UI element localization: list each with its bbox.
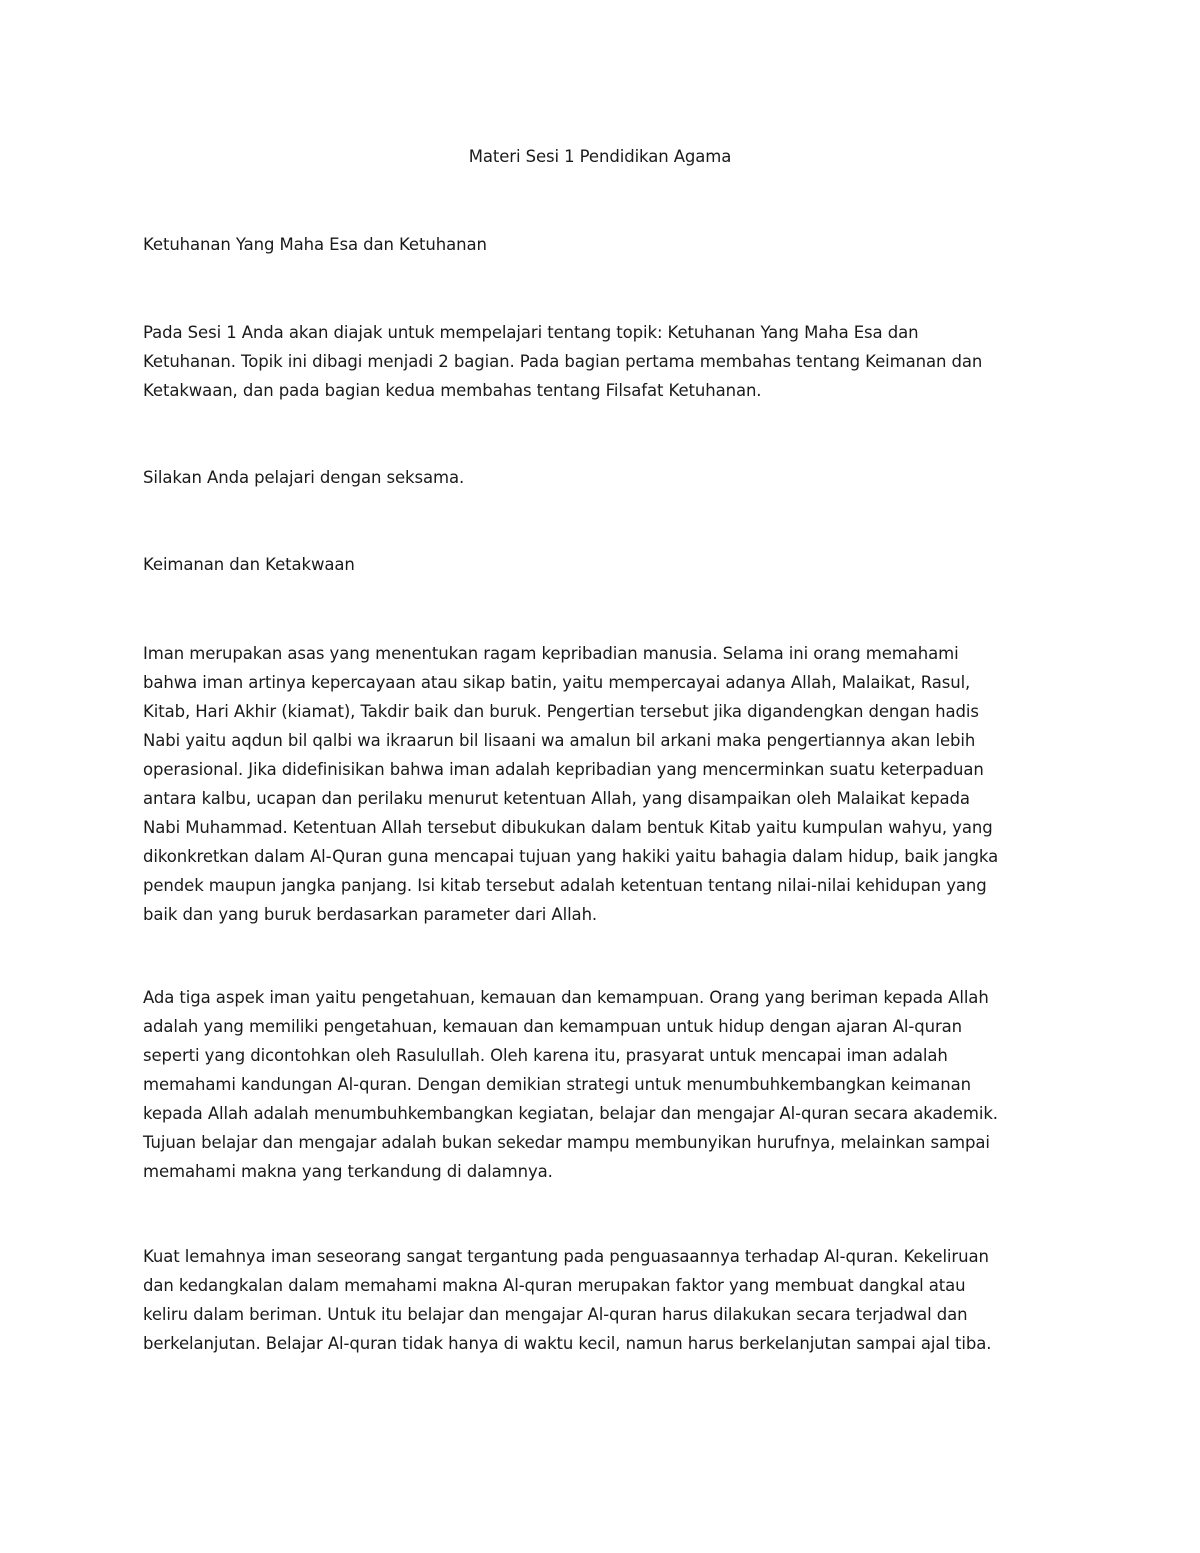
text-line: Nabi Muhammad. Ketentuan Allah tersebut dibukukan dalam bentuk Kitab yaitu kumpulan wahyu, yang	[143, 818, 993, 837]
text-line: dan kedangkalan dalam memahami makna Al-quran merupakan faktor yang membuat dangkal atau	[143, 1276, 966, 1295]
text-line: seperti yang dicontohkan oleh Rasulullah. Oleh karena itu, prasyarat untuk mencapai iman adalah	[143, 1046, 948, 1065]
text-line: Pada Sesi 1 Anda akan diajak untuk mempelajari tentang topik: Ketuhanan Yang Maha Esa dan	[143, 323, 919, 342]
text-line: memahami makna yang terkandung di dalamnya.	[143, 1162, 553, 1181]
text-line: Ketakwaan, dan pada bagian kedua membahas tentang Filsafat Ketuhanan.	[143, 381, 762, 400]
text-line: kepada Allah adalah menumbuhkembangkan kegiatan, belajar dan mengajar Al-quran secara akademik.	[143, 1104, 998, 1123]
text-line: keliru dalam beriman. Untuk itu belajar dan mengajar Al-quran harus dilakukan secara terjadwal dan	[143, 1305, 968, 1324]
text-line: Iman merupakan asas yang menentukan ragam kepribadian manusia. Selama ini orang memahami	[143, 644, 959, 663]
text-line: pendek maupun jangka panjang. Isi kitab tersebut adalah ketentuan tentang nilai-nilai kehidupan yang	[143, 876, 987, 895]
text-line: operasional. Jika didefinisikan bahwa iman adalah kepribadian yang mencerminkan suatu keterpaduan	[143, 760, 984, 779]
text-line: berkelanjutan. Belajar Al-quran tidak hanya di waktu kecil, namun harus berkelanjutan sampai ajal tiba.	[143, 1334, 992, 1353]
text-line: Kuat lemahnya iman seseorang sangat tergantung pada penguasaannya terhadap Al-quran. Kekeliruan	[143, 1247, 989, 1266]
text-line: antara kalbu, ucapan dan perilaku menurut ketentuan Allah, yang disampaikan oleh Malaikat kepada	[143, 789, 970, 808]
paragraph-iman-strength	[143, 1242, 1058, 1358]
topic-heading: Ketuhanan Yang Maha Esa dan Ketuhanan	[143, 235, 487, 254]
intro-paragraph	[143, 318, 1058, 405]
instruction-text: Silakan Anda pelajari dengan seksama.	[143, 468, 465, 487]
text-line: Tujuan belajar dan mengajar adalah bukan sekedar mampu membunyikan hurufnya, melainkan sampai	[143, 1133, 990, 1152]
text-line: memahami kandungan Al-quran. Dengan demikian strategi untuk menumbuhkembangkan keimanan	[143, 1075, 971, 1094]
paragraph-iman-aspects	[143, 983, 1058, 1186]
text-line: Kitab, Hari Akhir (kiamat), Takdir baik dan buruk. Pengertian tersebut jika digandengkan dengan hadis	[143, 702, 979, 721]
paragraph-iman-definition	[143, 639, 1058, 929]
text-line: dikonkretkan dalam Al-Quran guna mencapai tujuan yang hakiki yaitu bahagia dalam hidup, baik jangka	[143, 847, 999, 866]
document-title: Materi Sesi 1 Pendidikan Agama	[468, 147, 732, 166]
text-line: adalah yang memiliki pengetahuan, kemauan dan kemampuan untuk hidup dengan ajaran Al-quran	[143, 1017, 963, 1036]
text-line: Ada tiga aspek iman yaitu pengetahuan, kemauan dan kemampuan. Orang yang beriman kepada Allah	[143, 988, 989, 1007]
text-line: Ketuhanan. Topik ini dibagi menjadi 2 bagian. Pada bagian pertama membahas tentang Keimanan dan	[143, 352, 983, 371]
text-line: Nabi yaitu aqdun bil qalbi wa ikraarun bil lisaani wa amalun bil arkani maka pengertiannya akan lebih	[143, 731, 976, 750]
text-line: baik dan yang buruk berdasarkan parameter dari Allah.	[143, 905, 598, 924]
section-heading: Keimanan dan Ketakwaan	[143, 555, 355, 574]
text-line: bahwa iman artinya kepercayaan atau sikap batin, yaitu mempercayai adanya Allah, Malaikat, Rasul,	[143, 673, 971, 692]
